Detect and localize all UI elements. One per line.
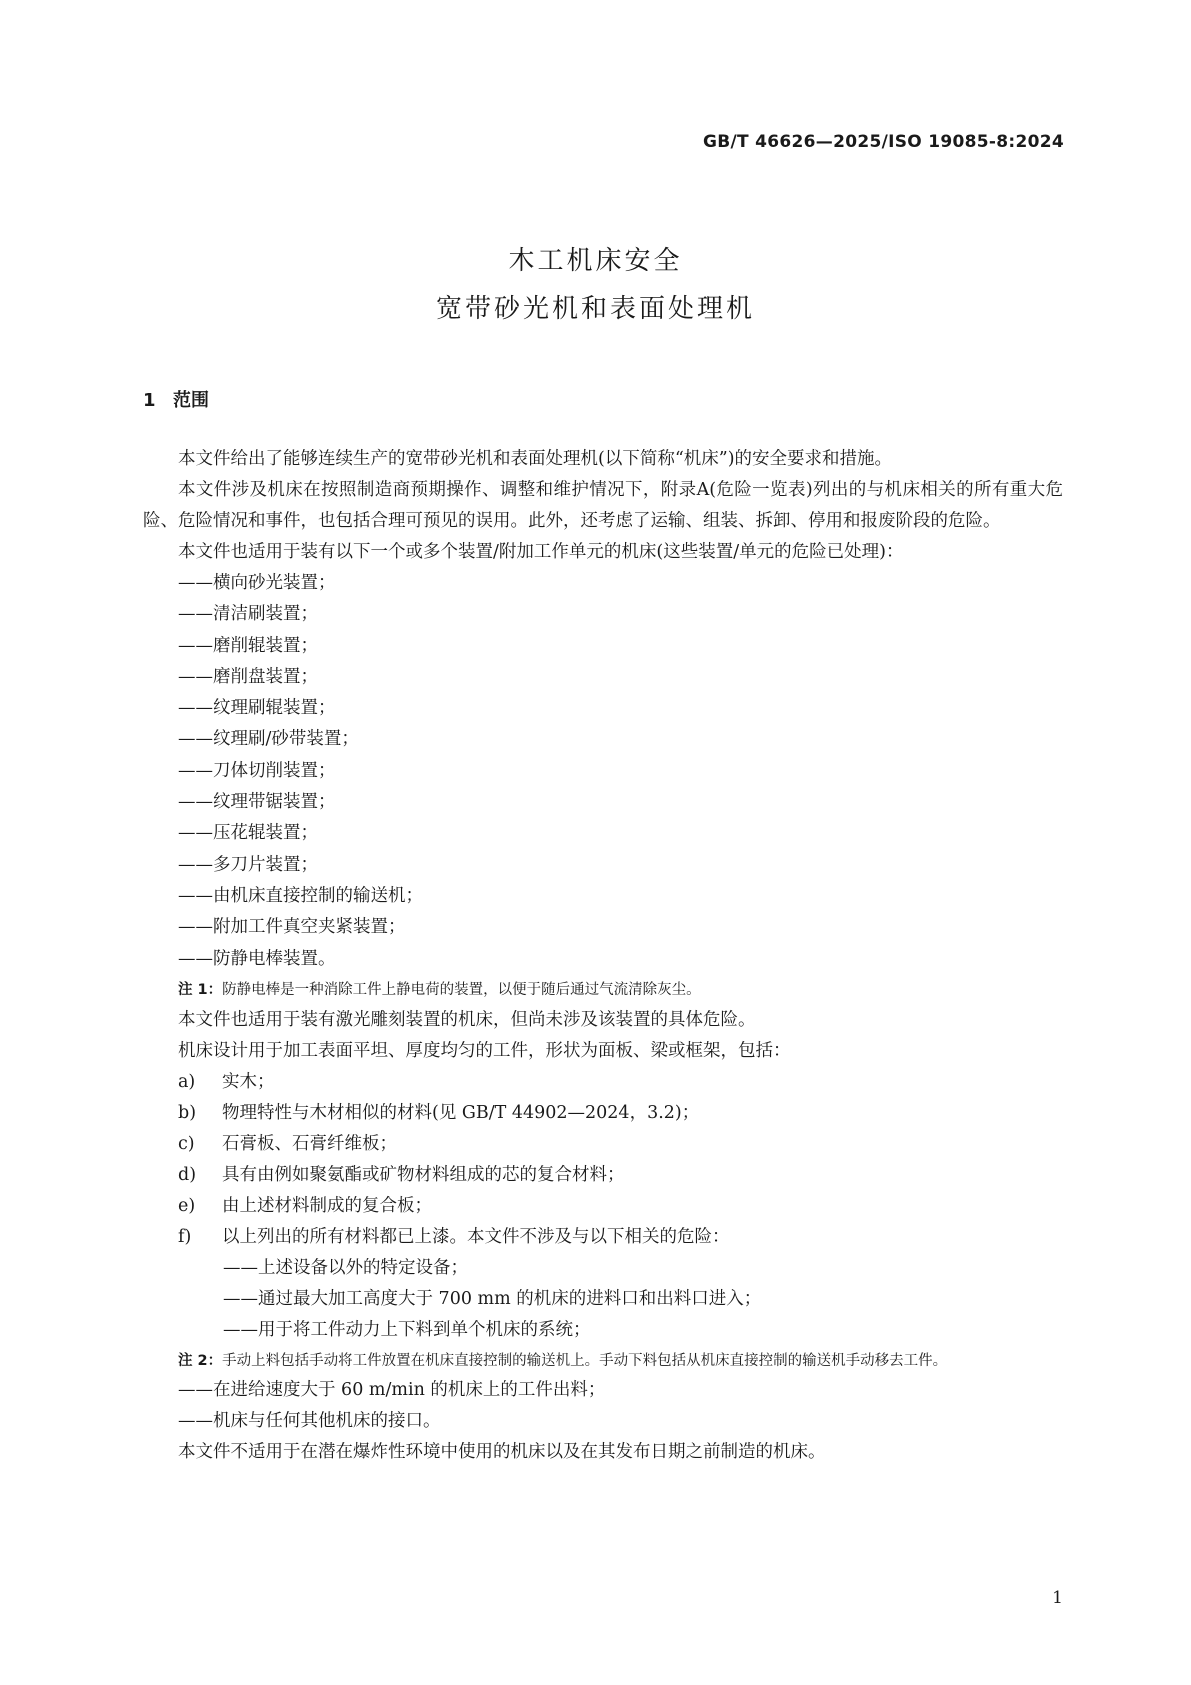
list-item	[143, 1160, 1063, 1191]
item-label: b)	[178, 1102, 197, 1123]
item-label: e)	[178, 1195, 196, 1216]
paragraph: 本文件不适用于在潜在爆炸性环境中使用的机床以及在其发布日期之前制造的机床。	[178, 1442, 826, 1463]
material-list	[143, 1067, 1063, 1253]
document-title-line1: 木工机床安全	[508, 246, 683, 276]
note-label: 注 1：	[178, 981, 223, 998]
standard-code: GB/T 46626—2025/ISO 19085-8:2024	[703, 132, 1064, 152]
note-2	[143, 1347, 1063, 1375]
list-item: ——附加工件真空夹紧装置；	[178, 917, 406, 938]
item-label: f)	[178, 1226, 192, 1247]
paragraph: 本文件涉及机床在按照制造商预期操作、调整和维护情况下，附录A(危险一览表)列出的与机床相关的所有重大危险、危险情况和事件，也包括合理可预见的误用。此外，还考虑了运输、组装、拆卸、停用和报废阶段的危险。	[143, 480, 1063, 531]
list-item	[143, 1129, 1063, 1160]
list-item: ——多刀片装置；	[178, 854, 318, 875]
list-item: ——刀体切削装置；	[178, 760, 336, 781]
section-heading	[143, 386, 209, 412]
note-text: 防静电棒是一种消除工件上静电荷的装置，以便于随后通过气流清除灰尘。	[222, 981, 701, 998]
exclusion-list	[143, 1253, 1063, 1347]
list-item	[143, 1191, 1063, 1222]
list-item	[143, 1098, 1063, 1129]
page-number: 1	[1052, 1588, 1063, 1608]
exclusion-list-2	[143, 1375, 1063, 1438]
list-item: ——清洁刷装置；	[178, 604, 318, 625]
item-label: c)	[178, 1133, 195, 1154]
list-item: ——纹理刷/砂带装置；	[178, 729, 359, 750]
note-1	[143, 975, 1063, 1005]
section-number: 1	[143, 390, 156, 411]
list-item: ——上述设备以外的特定设备；	[223, 1257, 468, 1278]
list-item: ——横向砂光装置；	[178, 573, 336, 593]
device-list	[143, 568, 1063, 975]
list-item	[143, 1067, 1063, 1098]
list-item: ——压花辊装置；	[178, 823, 318, 844]
item-text: 具有由例如聚氨酯或矿物材料组成的芯的复合材料；	[222, 1164, 625, 1185]
list-item: ——纹理带锯装置；	[178, 792, 336, 813]
list-item: ——通过最大加工高度大于 700 mm 的机床的进料口和出料口进入；	[223, 1289, 762, 1310]
list-item: ——在进给速度大于 60 m/min 的机床上的工件出料；	[178, 1379, 606, 1400]
section-title: 范围	[173, 390, 209, 411]
paragraph: 本文件也适用于装有以下一个或多个装置/附加工作单元的机床(这些装置/单元的危险已处理)：	[178, 542, 904, 562]
item-text: 实木；	[222, 1071, 275, 1092]
list-item: ——防静电棒装置。	[178, 948, 336, 969]
item-text: 石膏板、石膏纤维板；	[222, 1133, 397, 1154]
list-item	[143, 1222, 1063, 1253]
item-text: 以上列出的所有材料都已上漆。本文件不涉及与以下相关的危险：	[222, 1226, 730, 1247]
list-item: ——磨削辊装置；	[178, 635, 318, 656]
list-item: ——用于将工件动力上下料到单个机床的系统；	[223, 1320, 591, 1341]
item-text: 物理特性与木材相似的材料(见 GB/T 44902—2024，3.2)；	[222, 1102, 700, 1123]
document-body	[143, 444, 1063, 1468]
document-title-line2: 宽带砂光机和表面处理机	[435, 294, 755, 324]
list-item: ——由机床直接控制的输送机；	[178, 885, 423, 906]
list-item: ——纹理刷辊装置；	[178, 698, 336, 719]
item-text: 由上述材料制成的复合板；	[222, 1195, 432, 1216]
paragraph: 机床设计用于加工表面平坦、厚度均匀的工件，形状为面板、梁或框架，包括：	[178, 1040, 791, 1061]
paragraph: 本文件也适用于装有激光雕刻装置的机床，但尚未涉及该装置的具体危险。	[178, 1009, 756, 1030]
item-label: a)	[178, 1071, 196, 1092]
list-item: ——机床与任何其他机床的接口。	[178, 1411, 441, 1432]
paragraph: 本文件给出了能够连续生产的宽带砂光机和表面处理机(以下简称“机床”)的安全要求和措施。	[178, 449, 893, 469]
note-text: 手动上料包括手动将工件放置在机床直接控制的输送机上。手动下料包括从机床直接控制的输送机手动移去工件。	[222, 1352, 948, 1369]
list-item: ——磨削盘装置；	[178, 666, 318, 687]
item-label: d)	[178, 1164, 197, 1185]
note-label: 注 2：	[178, 1352, 223, 1369]
